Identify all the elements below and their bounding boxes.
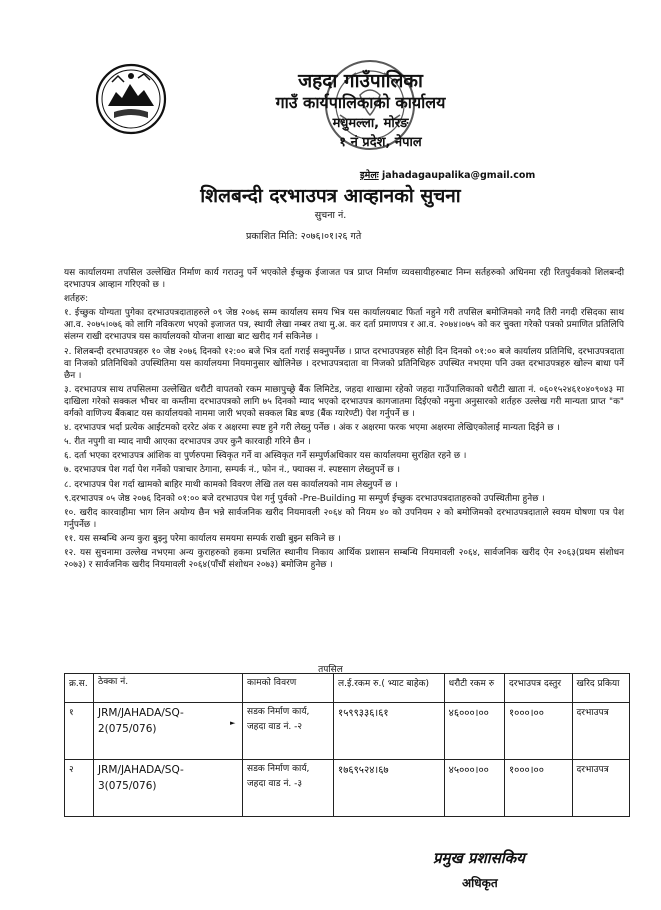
column-header: ठेक्का नं.	[94, 674, 243, 703]
signature-title: प्रमुख प्रशासकिय	[433, 849, 525, 867]
table-cell: ४५०००।००	[444, 760, 504, 817]
column-header: क्र.स.	[65, 674, 94, 703]
table-row	[65, 703, 630, 760]
condition-item: २. शिलबन्दी दरभाउपत्रहरु १० जेष्ठ २०७६ दिनको १२:०० बजे भित्र दर्ता गराई सक्नुपर्नेछ । प्राप्त दरभाउपत्रहरु सोही दिन दिनको ०१:०० बजे कार्यालय प्रतिनिधि, दरभाउपत्रदाता वा निजको प्रतिनिधिको उपस्थितिमा यस कार्यालयमा नियमानुसार खोलिनेछ । दरभाउपत्रदाता वा निजको प्रतिनिधिहरु उपस्थित नभएमा पनि उक्त दरभाउपत्रहरु खोल्न बाधा पर्ने छैन ।	[64, 346, 624, 381]
table-label: तपसिल	[318, 665, 343, 675]
condition-item: ८. दरभाउपत्र पेश गर्दा खामको बाहिर माथी कामको विवरण लेखि तल यस कार्यालयको नाम लेख्नुपर्ने छ ।	[64, 479, 398, 490]
table-cell: १७६९५२४।६७	[334, 760, 445, 817]
table-cell: सडक निर्माण कार्य, जहदा वाड नं. -२	[243, 703, 334, 760]
office-name: गाउँ कार्यपालिकाको कार्यालय	[275, 93, 446, 112]
table-cell: सडक निर्माण कार्य, जहदा वाड नं. -३	[243, 760, 334, 817]
column-header: धरौटी रकम रु	[444, 674, 504, 703]
table-cell: १०००।००	[504, 760, 572, 817]
table-cell: JRM/JAHADA/SQ-2(075/076)	[94, 703, 243, 760]
notice-body	[64, 267, 624, 573]
table-cell: १	[65, 703, 94, 760]
condition-item: १. ईच्छुक योग्यता पुगेका दरभाउपत्रदाताहरुले ०९ जेष्ठ २०७६ सम्म कार्यालय समय भित्र यस कार्यालयबाट फिर्ता नहुने गरी तपसिल बमोजिमको नगदै तिरी नगदी रसिदका साथ आ.व. २०७५।०७६ को लागि नविकरण भएको इजाजत पत्र, स्थायी लेखा नम्बर तथा मु.अ. कर दर्ता प्रमाणपत्र र आ.व. २०७४।०७५ को कर चुक्ता गरेको पत्रको प्रमाणित प्रतिलिपि संलग्न राखी दरभाउपत्र यस कार्यालयको योजना शाखा बाट खरीद गर्न सकिनेछ ।	[64, 308, 624, 343]
condition-item: ४. दरभाउपत्र भर्दा प्रत्येक आईटमको दररेट अंक र अक्षरमा स्पष्ट हुने गरी लेख्नु पर्नेछ । अंक र अक्षरमा फरक भएमा अक्षरमा लेखिएकोलाई मान्यता दिईने छ ।	[64, 423, 560, 434]
table-row	[65, 760, 630, 817]
column-header: खरिद प्रकिया	[572, 674, 629, 703]
condition-item: १२. यस सुचनामा उल्लेख नभएमा अन्य कुराहरुको हकमा प्रचलित स्थानीय निकाय आर्थिक प्रशासन सम्बन्धि नियमावली २०६४, सार्वजनिक खरीद ऐन २०६३(प्रथम संशोधन २०७३) र सार्वजनिक खरीद नियमावली २०६४(पाँचौं संशोधन २०७३) बमोजिम हुनेछ ।	[64, 547, 624, 571]
table-cell: १०००।००	[504, 703, 572, 760]
email-address: jahadagaupalika@gmail.com	[382, 170, 536, 181]
condition-item: ७. दरभाउपत्र पेश गर्दा पेश गर्नेको पत्राचार ठेगाना, सम्पर्क नं., फोन नं., फ्याक्स नं. स्पष्टसाग लेख्नुपर्ने छ ।	[64, 465, 400, 476]
table-cell: ४६०००।००	[444, 703, 504, 760]
condition-item: ९.दरभाउपत्र ०५ जेष्ठ २०७६ दिनको ०१:०० बजे दरभाउपत्र पेश गर्नु पुर्वको -Pre-Building मा सम्पुर्ण ईच्छुक दरभाउपत्रदाताहरुको उपस्थितीमा हुनेछ ।	[64, 493, 545, 504]
published-date: प्रकाशित मिति: २०७६।०१।२६ गते	[246, 231, 362, 242]
condition-item: ६. दर्ता भएका दरभाउपत्र आंशिक वा पुर्णरुपमा स्विकृत गर्ने वा अस्विकृत गर्ने सम्पुर्णअधिकार यस कार्यालयमा सुरक्षित रहने छ ।	[64, 451, 467, 462]
condition-item: ३. दरभाउपत्र साथ तपसिलमा उल्लेखित धरौटी वापतको रकम माछापुच्छ्रे बैंक लिमिटेड, जहदा शाखामा रहेको जहदा गाउँपालिकाको धरौटी खाता नं. ०६०१५२४६१०४०९०४३ मा दाखिला गरेको सक्कल भौचर वा कम्तीमा दरभाउपत्रको लागि ७५ दिनको म्याद भएको दरभाउपत्र कागजातमा दिईएको नमुना अनुसारको शर्तहरु उल्लेख गरी मान्यता प्राप्त "क" वर्गको वाणिज्य बैंकबाट यस कार्यालयको नाममा जारी भएको सक्कल बिड बण्ड (बैंक ग्यारेण्टी) पेश गर्नुपर्ने छ ।	[64, 384, 624, 420]
intro-paragraph: यस कार्यालयमा तपसिल उल्लेखित निर्माण कार्य गराउनु पर्ने भएकोले ईच्छुक ईजाजत पत्र प्राप्त निर्माण व्यवसायीहरुबाट निम्न सर्तहरुको अधिनमा रही रितपुर्वकको शिलबन्दी दरभाउपत्र आव्हान गरिएको छ ।	[64, 268, 624, 291]
table-cell: दरभाउपत्र	[572, 703, 629, 760]
email-label: इमेलः	[360, 170, 379, 181]
signature-subtitle: अधिकृत	[462, 876, 498, 890]
notice-title: शिलबन्दी दरभाउपत्र आव्हानको सुचना	[200, 185, 461, 207]
column-header: दरभाउपत्र दस्तुर	[504, 674, 572, 703]
column-header: कामको विवरण	[243, 674, 334, 703]
table-cell: दरभाउपत्र	[572, 760, 629, 817]
condition-item: १०. खरीद कारवाहीमा भाग लिन अयोग्य छैन भन्ने सार्वजनिक खरीद नियमावली २०६४ को नियम ४० को उपनियम २ को बमोजिमको दरभाउपत्रदाताले स्वयम घोषणा पत्र पेश गर्नुपर्नेछ ।	[64, 507, 624, 530]
table-cell: १५९९३३६।६१	[334, 703, 445, 760]
contracts-table	[64, 673, 630, 817]
column-header: ल.ई.रकम रु.( भ्याट बाहेक)	[334, 674, 445, 703]
condition-item: ५. रीत नपुगी वा म्याद नाघी आएका दरभाउपत्र उपर कुनै कारवाही गरिने छैन ।	[64, 437, 311, 448]
pointer-arrow-icon: ►	[230, 719, 236, 727]
office-place: मधुमल्ला, मोरङ	[332, 116, 409, 131]
table-cell: २	[65, 760, 94, 817]
table-header-row	[65, 674, 630, 703]
office-province: १ नं प्रदेश, नेपाल	[339, 135, 422, 150]
notice-number-label: सुचना नं.	[314, 210, 347, 221]
organization-name: जहदा गाउँपालिका	[298, 70, 423, 92]
email-line	[360, 168, 535, 181]
conditions-heading: शर्तहरु:	[64, 294, 89, 305]
condition-item: ११. यस सम्बन्धि अन्य कुरा बुझ्नु परेमा कार्यालय समयमा सम्पर्क राखी बुझ्न सकिने छ ।	[64, 533, 341, 544]
table-cell: JRM/JAHADA/SQ-3(075/076)	[94, 760, 243, 817]
